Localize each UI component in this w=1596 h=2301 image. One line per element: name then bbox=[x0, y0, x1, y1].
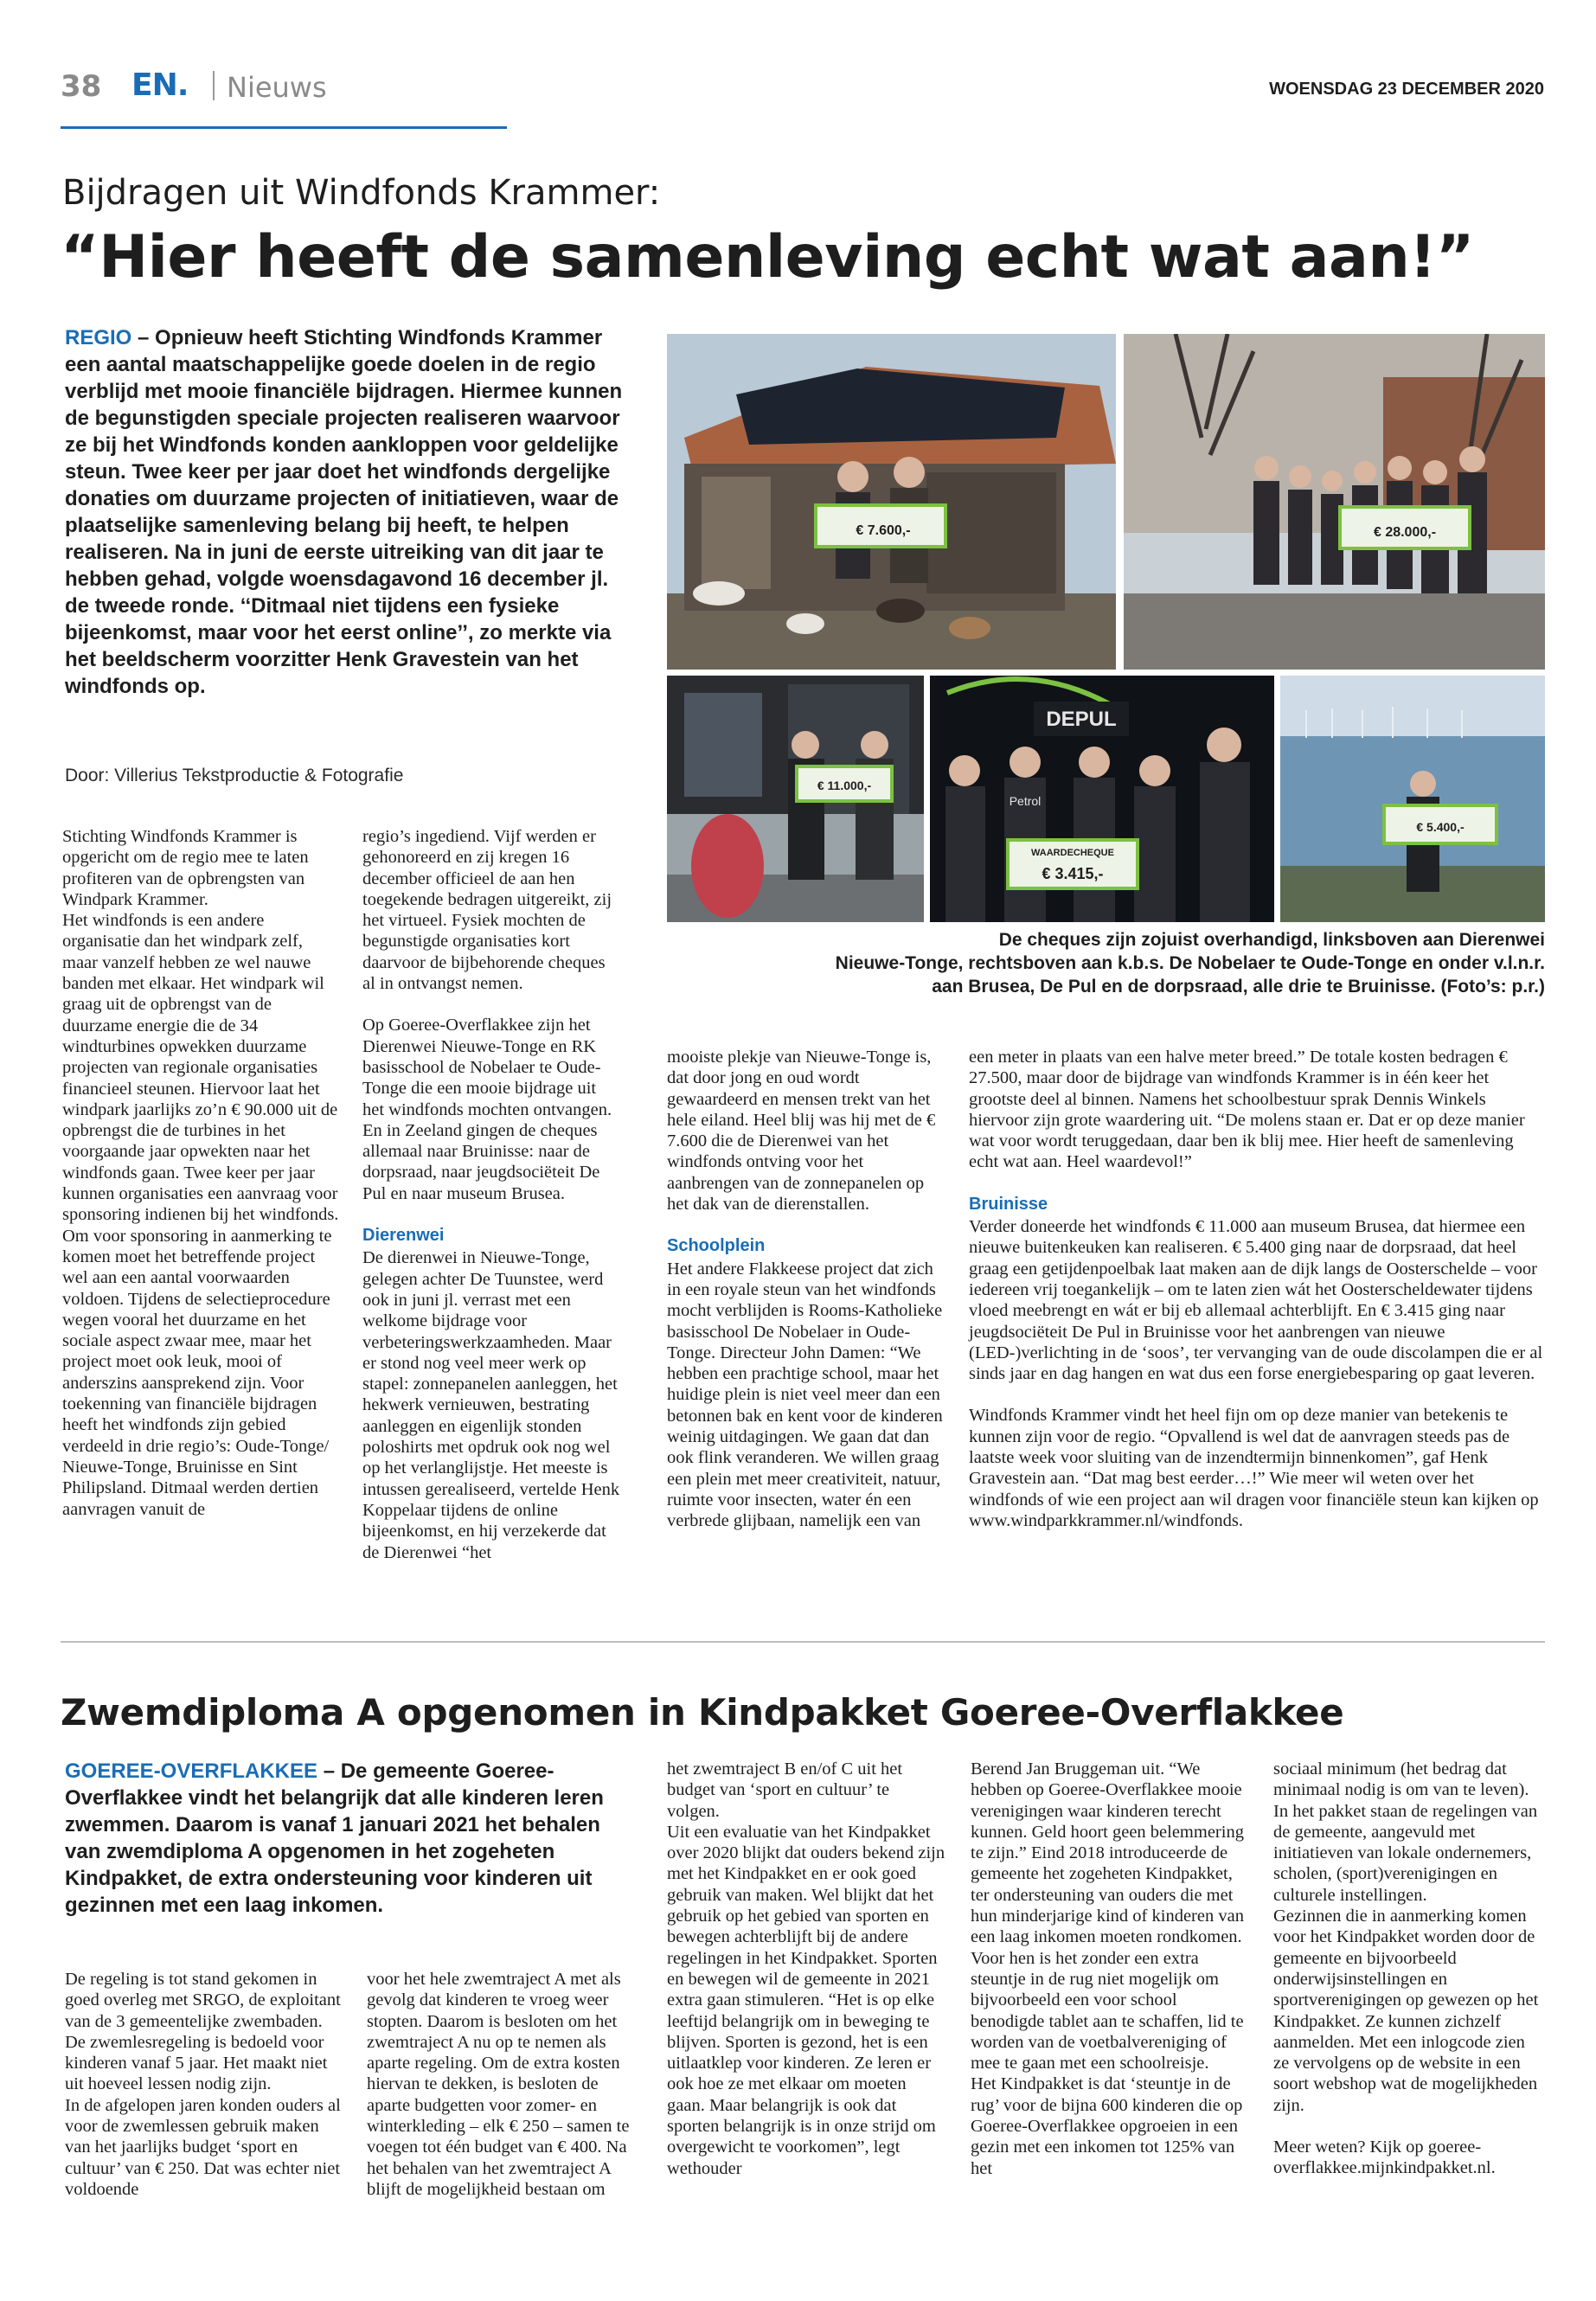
lead-region-tag: REGIO bbox=[65, 326, 132, 349]
lead-text: – Opnieuw heeft Stichting Windfonds Krammer een aantal maatschappelijke goede doelen in de regio verblijd met mooie financiële bijdragen. Hiermee kunnen de begunstigden speciale projecten realiseren waarvoor ze bij het Windfonds konden aankloppen voor geldelijke steun. Twee keer per jaar doet het windfonds dergelijke donaties om duurzame projecten of initiatieven, waar de plaatselijke samenleving belang bij heeft, te helpen realiseren. Na in juni de eerste uitreiking van dit jaar te hebben gehad, volgde woensdagavond 16 december jl. de tweede ronde. ‘‘Ditmaal niet tijdens een fysieke bijeenkomst, maar voor het eerst online’’, zo merkte via het beeldscherm voorzitter Henk Gravestein van het windfonds op. bbox=[65, 326, 623, 698]
subhead-dierenwei: Dierenwei bbox=[362, 1226, 445, 1246]
cheque-title: WAARDECHEQUE bbox=[1031, 848, 1114, 858]
paragraph: een meter in plaats van een halve meter breed.” De totale kosten bedragen € 27.500, maar door de bijdrage van windfonds Krammer is in één keer het grootste deel al binnen. Namens het schoolbestuur sprak Dennis Winkels hiervoor zijn grote waardering uit. “De molens staan er. Dat er op deze manier wat voor wordt teruggedaan, daar ben ik blij mee. Hier heeft de samenleving echt wat aan. Heel waardevol!” bbox=[969, 1048, 1525, 1172]
article2-headline: Zwemdiploma A opgenomen in Kindpakket Goeree-Overflakkee bbox=[61, 1691, 1344, 1734]
cheque-amount-dorpsraad: € 5.400,- bbox=[1416, 820, 1465, 834]
article-column-3 bbox=[667, 1047, 945, 1532]
cheque-amount-nobelaer: € 28.000,- bbox=[1373, 525, 1437, 540]
byline: Door: Villerius Tekstproductie & Fotografie bbox=[65, 766, 404, 785]
page-number: 38 bbox=[61, 69, 102, 104]
article2-column-4: Berend Jan Bruggeman uit. “We hebben op Goeree-Overflakkee mooie verenigingen waar kinderen terecht kunnen. Geld hoort geen belemmering te zijn.” Eind 2018 introduceerde de gemeente het zogeheten Kindpakket, ter ondersteuning van ouders die met hun minderjarige kind of kinderen van een laag inkomen moeten rondkomen. Voor hen is het zonder een extra steuntje in de rug niet mogelijk om bijvoorbeeld een voor school benodigde tablet aan te schaffen, lid te worden van de voetbalvereniging of mee te gaan met een schoolreisje. Het Kindpakket is dat ‘steuntje in de rug’ voor de bijna 600 kinderen die op Goeree-Overflakkee opgroeien in een gezin met een inkomen tot 125% van het bbox=[971, 1759, 1244, 2178]
subhead-bruinisse: Bruinisse bbox=[969, 1194, 1048, 1214]
article2-column-3: het zwemtraject B en/of C uit het budget van ‘sport en cultuur’ te volgen. Uit een evaluatie van het Kindpakket over 2020 blijkt dat ouders bekend zijn met het Kindpakket en er ook goed gebruik van maken. Wel blijkt dat het gebruik op het gebied van sporten en bewegen achterblijft bij de andere regelingen in het Kindpakket. Sporten en bewegen wil de gemeente in 2021 extra gaan stimuleren. “Het is op elke leeftijd belangrijk om in beweging te blijven. Sporten is gezond, het is een uitlaatklep voor kinderen. Ze leren er ook hoe ze met elkaar om moeten gaan. Maar belangrijk is ook dat sporten belangrijk is in onze strijd om overgewicht te voorkomen”, legt wethouder bbox=[667, 1759, 945, 2178]
paragraph: Windfonds Krammer vindt het heel fijn om op deze manier van betekenis te kunnen zijn voor de regio. “Opvallend is wel dat de aanvragen steeds pas de laatste week voor sluiting van de inzendtermijn binnenkomen”, gaf Henk Gravestein aan. “Dat mag best eerder…!” Wie meer wil weten over het windfonds of wie een project aan wil dragen voor financiële steun kan kijken op www.windparkkrammer.nl/windfonds. bbox=[969, 1406, 1539, 1530]
section-label: Nieuws bbox=[227, 71, 327, 104]
petrol-shirt-print: Petrol bbox=[1009, 794, 1042, 808]
de-pul-sign: DEPUL bbox=[1046, 708, 1117, 731]
paragraph: regio’s ingediend. Vijf werden er gehonoreerd en zij kregen 16 december officieel de aan hen toegekende bedragen uitgereikt, zij het virtueel. Fysiek mochten de begunstigde organisaties kort daarvoor de bijbehorende cheques al in ontvangst nemen. bbox=[362, 827, 612, 994]
cheque-amount-de-pul: € 3.415,- bbox=[1042, 865, 1104, 882]
cheque-amount-dierenwei: € 7.600,- bbox=[856, 523, 911, 538]
article2-column-5 bbox=[1273, 1759, 1545, 2179]
header-rule bbox=[61, 126, 507, 129]
more-info-link[interactable]: Meer weten? Kijk op goeree-overflakkee.mijnkindpakket.nl. bbox=[1273, 2138, 1496, 2178]
paragraph: Op Goeree-Overflakkee zijn het Dierenwei Nieuwe-Tonge en RK basisschool de Nobelaer te Oude-Tonge die een mooie bijdrage uit het windfonds mochten ontvangen. En in Zeeland gingen de cheques allemaal naar Bruinisse: naar de dorpsraad, naar jeugdsociëteit De Pul en naar museum Brusea. bbox=[362, 1016, 612, 1203]
paragraph: sociaal minimum (het bedrag dat minimaal nodig is om van te leven). In het pakket staan de regelingen van de gemeente, aangevuld met initiatieven van lokale ondernemers, scholen, (sport)verenigingen en culturele instellingen. Gezinnen die in aanmerking komen voor het Kindpakket worden door de gemeente en bijvoorbeeld onderwijsinstellingen en sportverenigingen op gewezen op het Kindpakket. Ze kunnen zichzelf aanmelden. Met een inlogcode zien ze vervolgens op de website in een soort webshop wat de mogelijkheden zijn. bbox=[1273, 1759, 1539, 2115]
subhead-schoolplein: Schoolplein bbox=[667, 1236, 766, 1256]
article-column-4 bbox=[969, 1047, 1545, 1531]
photo-dierenwei bbox=[667, 334, 1116, 670]
article2-column-1: De regeling is tot stand gekomen in goed overleg met SRGO, de exploitant van de 3 gemeentelijke zwembaden. De zwemlesregeling is bedoeld voor kinderen vanaf 5 jaar. Het maakt niet uit hoeveel lessen nodig zijn. In de afgelopen jaren konden ouders al voor de zwemlessen gebruik maken van het jaarlijks budget ‘sport en cultuur’ van € 250. Dat was echter niet voldoende bbox=[65, 1970, 341, 2199]
paragraph: mooiste plekje van Nieuwe-Tonge is, dat door jong en oud wordt gewaardeerd en mensen trekt van het hele eiland. Heel blij was hij met de € 7.600 die de Dierenwei van het windfonds ontving voor het aanbrengen van de zonnepanelen op het dak van de dierenstallen. bbox=[667, 1048, 936, 1215]
article-divider bbox=[61, 1641, 1545, 1643]
cheque-amount-brusea: € 11.000,- bbox=[817, 779, 872, 792]
article-kicker: Bijdragen uit Windfonds Krammer: bbox=[62, 173, 661, 213]
photo-nobelaer bbox=[1124, 334, 1545, 670]
newspaper-logo: EN. bbox=[131, 67, 189, 103]
article-headline: “Hier heeft de samenleving echt wat aan!” bbox=[61, 223, 1474, 292]
article-column-1: Stichting Windfonds Krammer is opgericht om de regio mee te laten profiteren van de opbrengsten van Windpark Krammer. Het windfonds is een andere organisatie dan het windpark zelf, maar vanzelf hebben ze wel nauwe banden met elkaar. Het windpark wil graag uit de opbrengst van de duurzame energie die de 34 windturbines opwekken duurzame projecten van regionale organisaties financieel steunen. Hiervoor laat het windpark jaarlijks zo’n € 90.000 uit de opbrengst die de turbines in het voorgaande jaar opwekten naar het windfonds gaan. Twee keer per jaar kunnen organisaties een aanvraag voor sponsoring indienen bij het windfonds. Om voor sponsoring in aanmerking te komen moet het betreffende project wel aan een aantal voorwaarden voldoen. Tijdens de selectieprocedure wegen vooral het duurzame en het sociale aspect zwaar mee, maar het project moet ook leuk, mooi of anderszins aansprekend zijn. Voor toekenning van financiële bijdragen heeft het windfonds zijn gebied verdeeld in drie regio’s: Oude-Tonge/ Nieuwe-Tonge, Bruinisse en Sint Philipsland. Ditmaal werden dertien aanvragen vanuit de bbox=[62, 827, 339, 1519]
photo-de-pul bbox=[930, 676, 1274, 922]
paragraph: Verder doneerde het windfonds € 11.000 aan museum Brusea, dat hiermee een nieuwe buitenkeuken kan realiseren. € 5.400 ging naar de dorpsraad, dat heel graag een getijdenpoelbak laat maken aan de dijk langs de Oosterschelde – voor iedereen vrij toegankelijk – om te laten zien wát het Oosterscheldewater tijdens vloed meebrengt en wát er bij eb allemaal achterblijft. En € 3.415 ging naar jeugdsociëteit De Pul in Bruinisse voor het aanbrengen van nieuwe (LED-)verlichting in de ‘soos’, ter vervanging van de oude discolampen die er al sinds jaar en dag hangen en wat dus een forse energiebesparing op gaat leveren. bbox=[969, 1217, 1543, 1384]
header-separator bbox=[213, 71, 215, 100]
issue-date: WOENSDAG 23 DECEMBER 2020 bbox=[1269, 80, 1544, 99]
photo-caption: De cheques zijn zojuist overhandigd, linksboven aan Dierenwei Nieuwe-Tonge, rechtsboven aan k.b.s. De Nobelaer te Oude-Tonge en onder v.l.n.r. aan Brusea, De Pul en de dorpsraad, alle drie te Bruinisse. (Foto’s: p.r.) bbox=[835, 930, 1545, 997]
paragraph: Het andere Flakkeese project dat zich in een royale steun van het windfonds mocht verblijden is Rooms-Katholieke basisschool De Nobelaer in Oude-Tonge. Directeur John Damen: “We hebben een prachtige school, maar het huidige plein is niet veel meer dan een betonnen bak en kent voor de kinderen weinig uitdagingen. We gaan dat dan ook flink veranderen. We willen graag een plein met meer creativiteit, natuur, ruimte voor insecten, water én een verbrede glijbaan, namelijk een van bbox=[667, 1259, 943, 1531]
article2-lead bbox=[65, 1758, 619, 1919]
article-column-2 bbox=[362, 826, 622, 1563]
photo-brusea bbox=[667, 676, 924, 922]
photo-dorpsraad bbox=[1280, 676, 1545, 922]
paragraph: De dierenwei in Nieuwe-Tonge, gelegen achter De Tuunstee, werd ook in juni jl. verrast met een welkome bijdrage voor verbeteringswerkzaamheden. Maar er stond nog veel meer werk op stapel: zonnepanelen aanleggen, het hekwerk vernieuwen, bestrating aanleggen en eigenlijk stonden poloshirts met opdruk ook nog wel op het verlanglijstje. Het meeste is intussen gerealiseerd, vertelde Henk Koppelaar tijdens de online bijeenkomst, en hij verzekerde dat de Dierenwei “het bbox=[362, 1248, 620, 1562]
article2-column-2: voor het hele zwemtraject A met als gevolg dat kinderen te vroeg weer stopten. Daarom is besloten om het zwemtraject A nu op te nemen als aparte regeling. Om de extra kosten hiervan te dekken, is besloten de aparte budgetten voor zomer- en winterkleding – elk € 250 – samen te voegen tot één budget van € 400. Na het behalen van het zwemtraject A blijft de mogelijkheid bestaan om bbox=[367, 1970, 630, 2199]
lead-region-tag: GOEREE-OVERFLAKKEE bbox=[65, 1759, 318, 1783]
article-lead bbox=[65, 324, 631, 700]
lead-text: – De gemeente Goeree-Overflakkee vindt het belangrijk dat alle kinderen leren zwemmen. Daarom is vanaf 1 januari 2021 het behalen van zwemdiploma A opgenomen in het zogeheten Kindpakket, de extra ondersteuning voor kinderen uit gezinnen met een laag inkomen. bbox=[65, 1759, 604, 1917]
